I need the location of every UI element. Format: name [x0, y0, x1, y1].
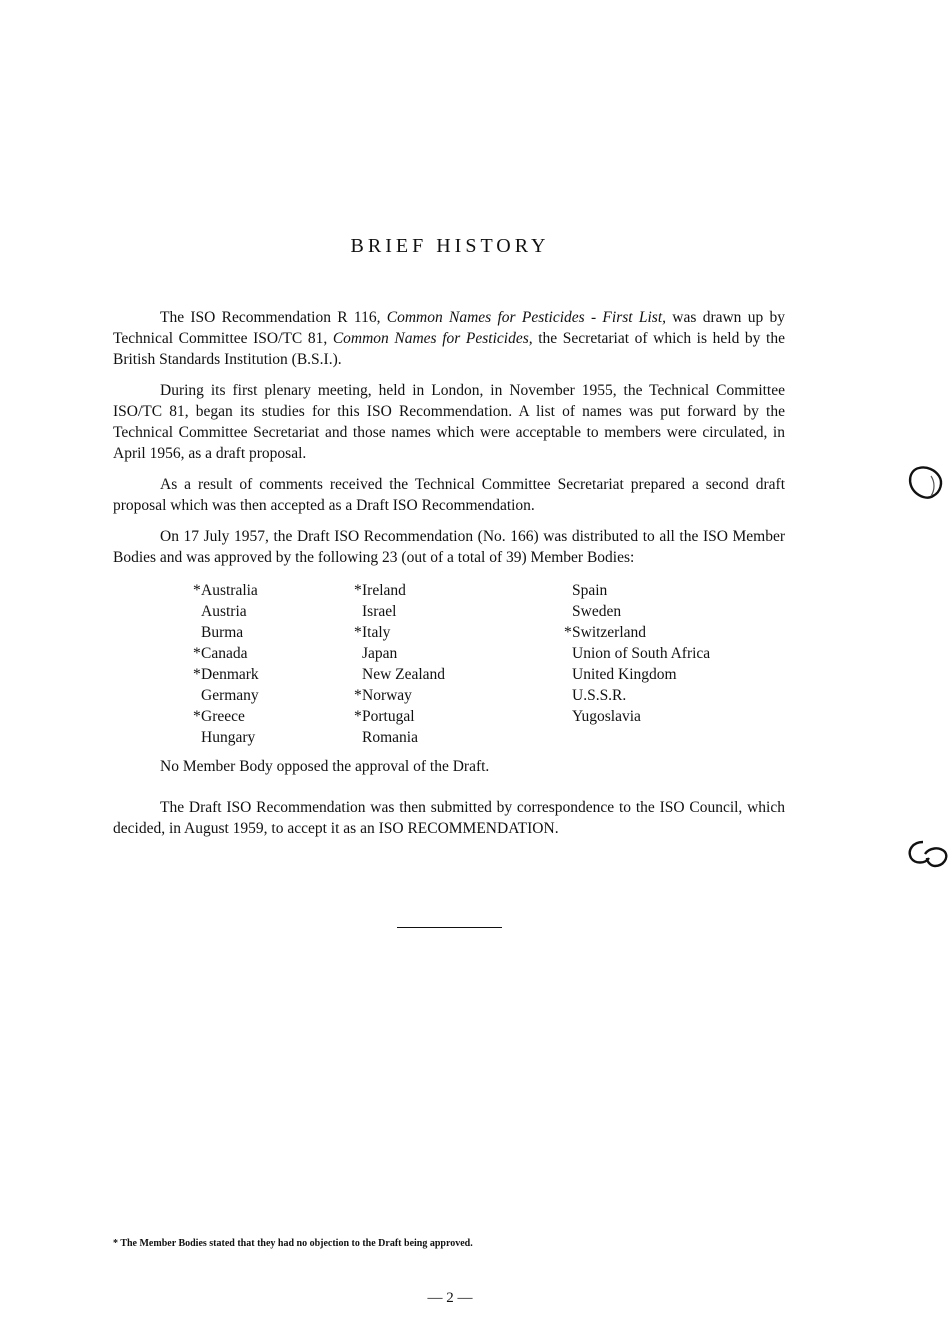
member-body-item — [193, 580, 259, 601]
paragraph-council-decision: The Draft ISO Recommendation was then submitted by correspondence to the ISO Council, which decided, in August 1959, to accept it as an ISO RECOMMENDATION. — [113, 799, 785, 837]
member-body-name: Burma — [201, 624, 244, 641]
member-body-name: Germany — [201, 687, 259, 704]
member-body-name: Greece — [201, 708, 245, 725]
member-body-name: Norway — [362, 687, 412, 704]
committee-title: Common Names for Pesticides, — [332, 330, 533, 347]
paragraph-plenary-meeting: During its first plenary meeting, held in London, in November 1955, the Technical Committee ISO/TC 81, began its studies for this ISO Recommendation. A list of names was put forward by the Technical Committee Secretariat and those names which were acceptable to members were circulated, in April 1956, as a draft proposal. — [113, 382, 785, 462]
member-body-name: Denmark — [201, 666, 259, 683]
paragraph-no-opposition: No Member Body opposed the approval of the Draft. — [160, 758, 490, 775]
member-body-item — [354, 580, 445, 601]
punch-hole-mark-icon — [905, 462, 947, 506]
member-body-item — [564, 622, 710, 643]
member-body-item — [193, 685, 259, 706]
member-body-name: Australia — [201, 582, 258, 599]
member-body-name: Spain — [572, 582, 608, 599]
member-body-name: Hungary — [201, 729, 256, 746]
no-objection-marker: * — [354, 708, 362, 725]
standard-title: Common Names for Pesticides - First List, — [386, 309, 667, 326]
page-title: BRIEF HISTORY — [350, 235, 550, 258]
member-body-name: Austria — [201, 603, 247, 620]
member-body-item — [354, 664, 445, 685]
member-body-item — [193, 601, 259, 622]
member-body-name: New Zealand — [362, 666, 446, 683]
member-body-item — [193, 664, 259, 685]
no-objection-marker: * — [193, 645, 201, 662]
member-body-name: Israel — [362, 603, 397, 620]
member-bodies-column-1 — [193, 580, 259, 748]
member-body-item — [193, 622, 259, 643]
document-body — [113, 307, 785, 849]
member-body-name: Sweden — [572, 603, 622, 620]
member-body-name: Canada — [201, 645, 248, 662]
member-bodies-list — [113, 580, 785, 748]
member-body-item — [354, 601, 445, 622]
member-body-item — [564, 580, 710, 601]
member-body-name: Switzerland — [572, 624, 647, 641]
member-body-item — [564, 643, 710, 664]
member-body-item — [564, 601, 710, 622]
member-body-name: Ireland — [362, 582, 406, 599]
member-body-item — [564, 664, 710, 685]
member-body-name: Union of South Africa — [572, 645, 711, 662]
member-body-item — [354, 643, 445, 664]
member-body-item — [354, 706, 445, 727]
member-body-item — [354, 685, 445, 706]
footnote: * The Member Bodies stated that they had no objection to the Draft being approved. — [113, 1238, 473, 1249]
paragraph-origin-text-e: the Secretariat of which is held by the British Standards Institution (B.S.I.). — [113, 330, 785, 368]
member-body-item — [354, 622, 445, 643]
punch-hole-mark-icon — [905, 834, 950, 876]
paragraph-origin-text-c: was drawn up by Technical Committee ISO/TC 81, — [113, 309, 786, 347]
no-objection-marker: * — [354, 687, 362, 704]
no-objection-marker: * — [193, 708, 201, 725]
paragraph-origin-text-a: The ISO Recommendation R 116, — [160, 309, 387, 326]
member-body-name: Yugoslavia — [572, 708, 641, 725]
no-objection-marker: * — [193, 582, 201, 599]
member-body-item — [193, 706, 259, 727]
member-body-name: Italy — [362, 624, 391, 641]
paragraph-distribution: On 17 July 1957, the Draft ISO Recommendation (No. 166) was distributed to all the ISO Member Bodies and was approved by the following 23 (out of a total of 39) Member Bodies: — [113, 528, 785, 566]
no-objection-marker: * — [354, 582, 362, 599]
no-objection-marker: * — [193, 666, 201, 683]
member-body-name: United Kingdom — [572, 666, 677, 683]
member-body-name: Japan — [362, 645, 398, 662]
member-bodies-column-2 — [354, 580, 445, 748]
member-body-item — [193, 727, 259, 748]
member-body-item — [564, 706, 710, 727]
section-divider — [397, 927, 502, 928]
member-body-name: Romania — [362, 729, 418, 746]
paragraph-origin — [113, 307, 785, 370]
member-body-name: U.S.S.R. — [572, 687, 627, 704]
member-body-item — [564, 685, 710, 706]
member-body-item — [354, 727, 445, 748]
member-bodies-column-3 — [564, 580, 710, 727]
no-objection-marker: * — [564, 624, 572, 641]
member-body-name: Portugal — [362, 708, 415, 725]
no-objection-marker: * — [354, 624, 362, 641]
paragraph-comments: As a result of comments received the Technical Committee Secretariat prepared a second draft proposal which was then accepted as a Draft ISO Recommendation. — [113, 476, 785, 514]
page-number: — 2 — — [427, 1290, 473, 1306]
member-body-item — [193, 643, 259, 664]
